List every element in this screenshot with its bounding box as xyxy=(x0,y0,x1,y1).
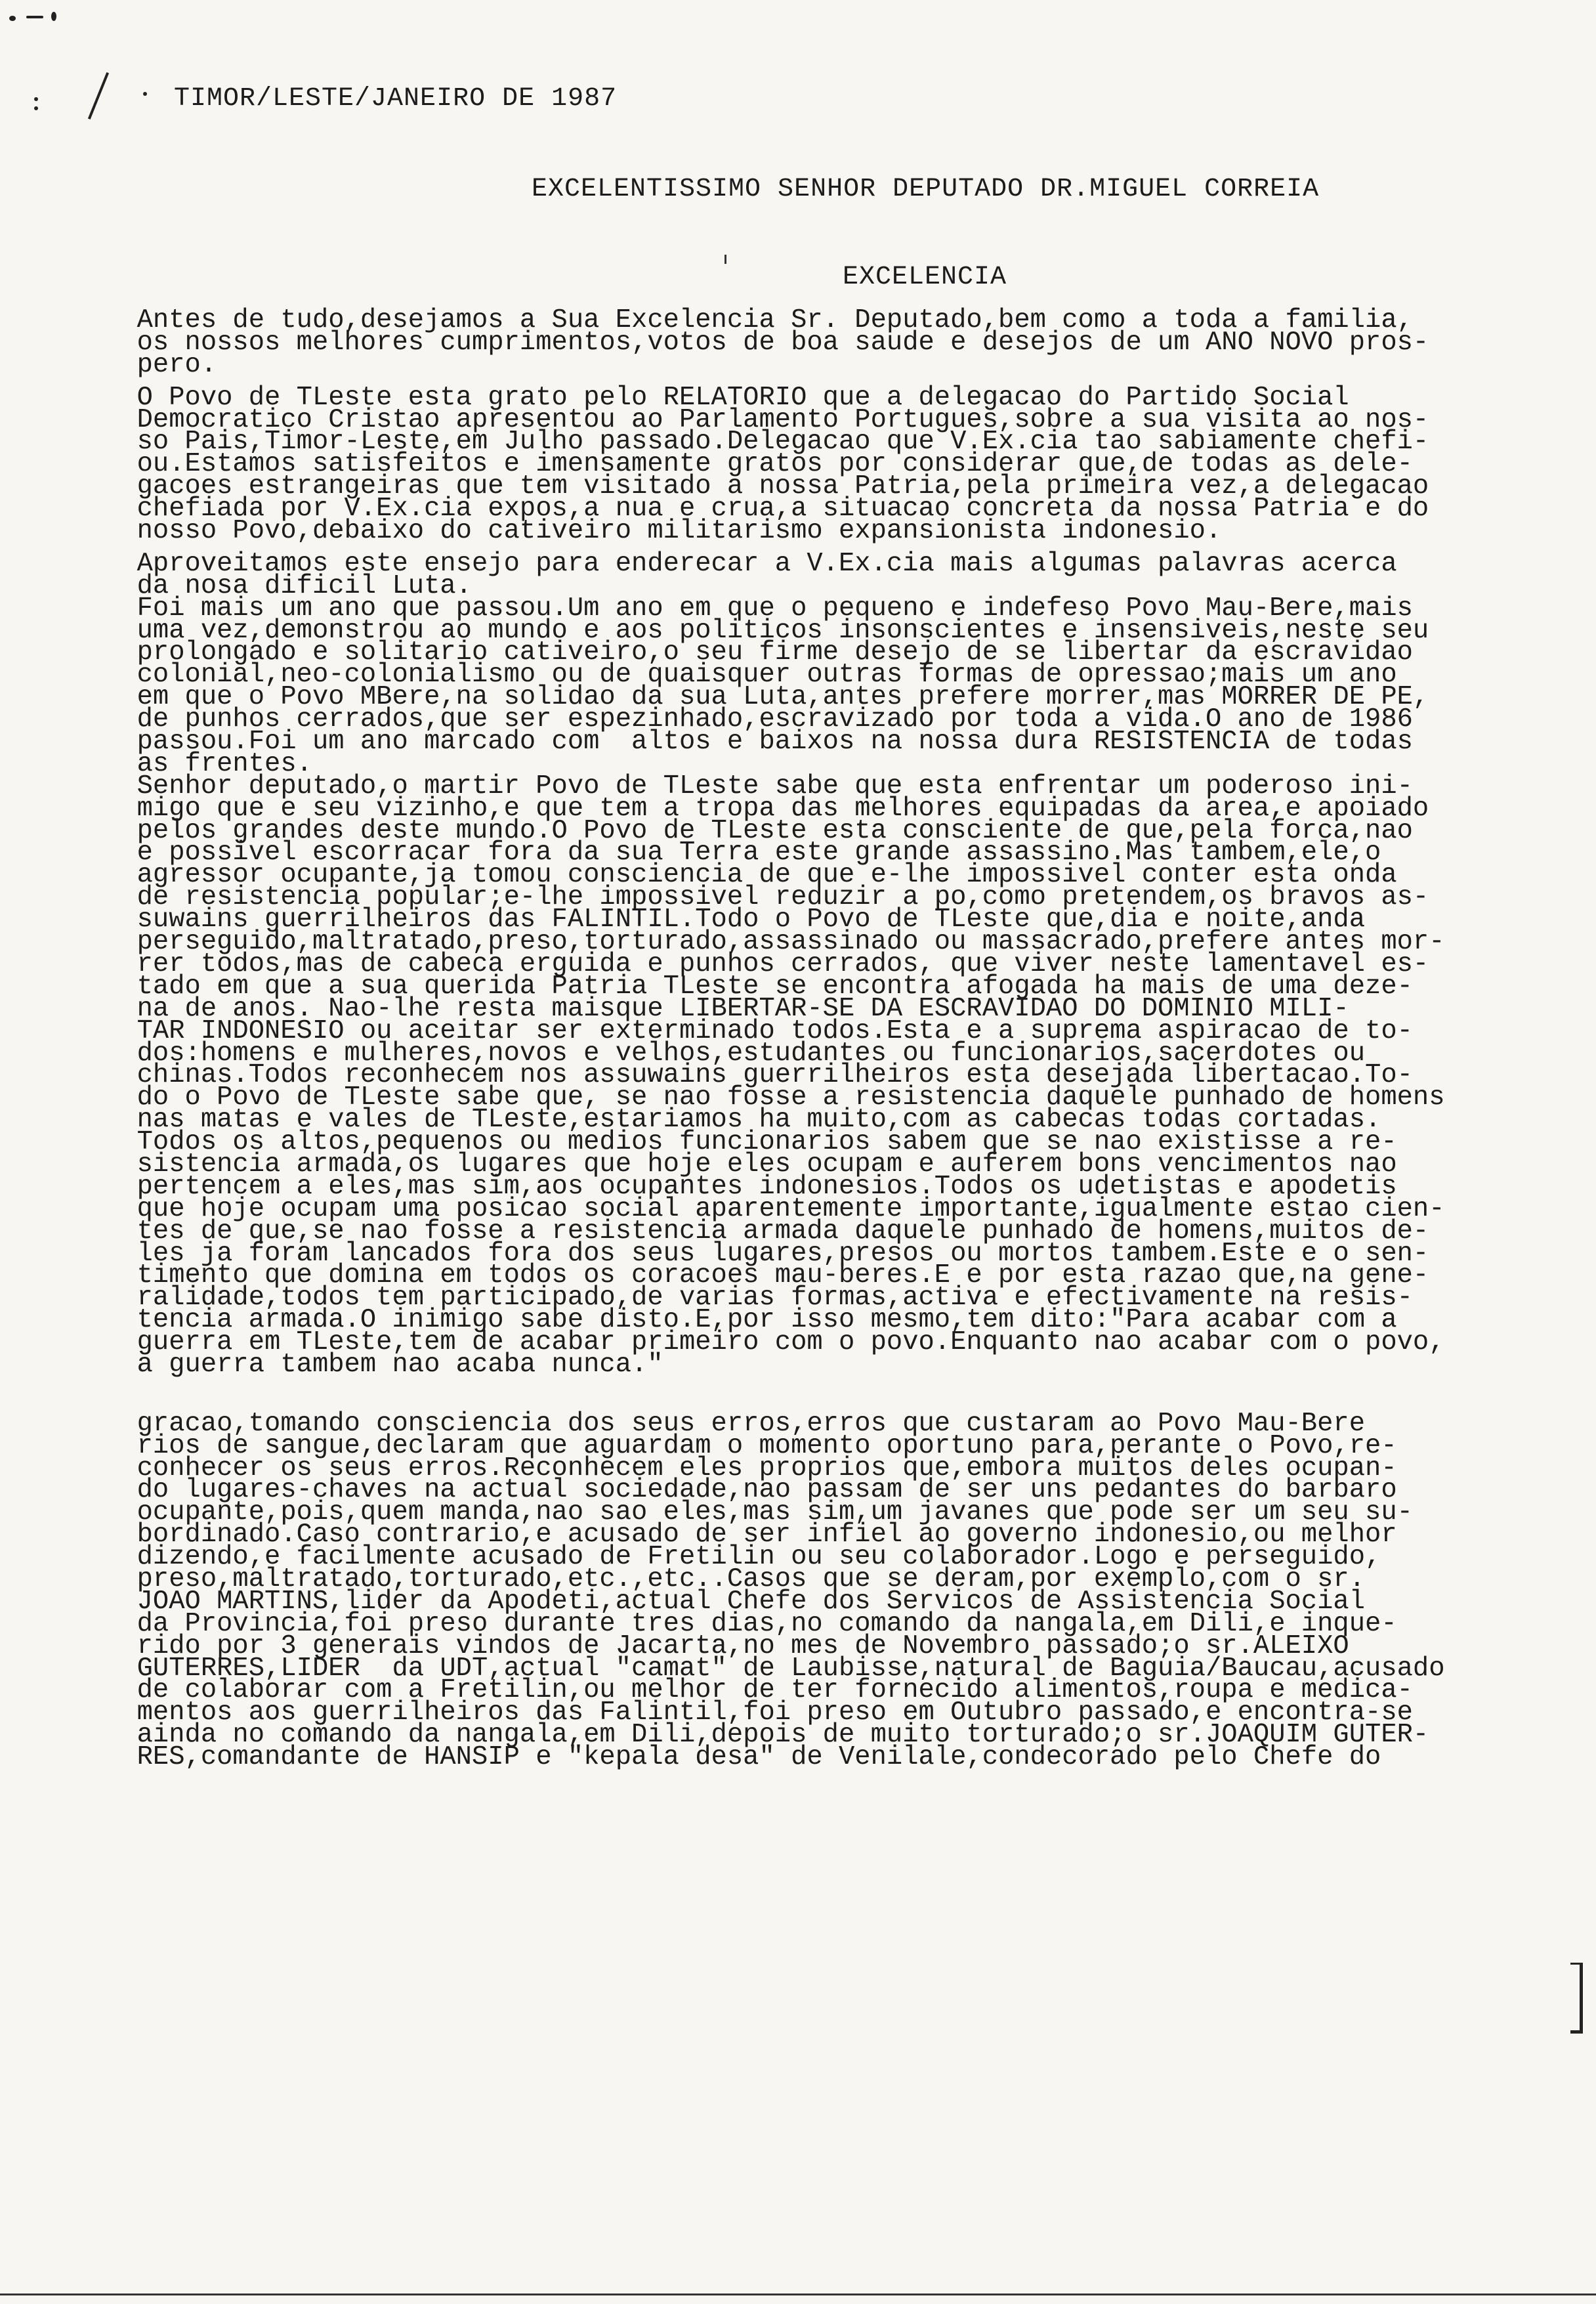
salutation: EXCELENTISSIMO SENHOR DEPUTADO DR.MIGUEL CORREIA xyxy=(532,175,1320,204)
text-line: de colaborar com a Fretilin,ou melhor de ter fornecido alimentos,roupa e medica- xyxy=(105,1675,1413,1706)
text-line: de resistencia popular;e-lhe impossivel reduzir a po,como pretendem,os bravos as- xyxy=(105,882,1429,913)
text-line: GUTERRES,LIDER da UDT,actual "camat" de Laubisse,natural de Baguia/Baucau,acusado xyxy=(105,1653,1445,1684)
text-line: gacoes estrangeiras que tem visitado a nossa Patria,pela primeira vez,a delegacao xyxy=(105,471,1429,502)
text-line: Aproveitamos este ensejo para enderecar a V.Ex.cia mais algumas palavras acerca xyxy=(105,548,1397,579)
text-line: pelos grandes deste mundo.O Povo de TLeste esta consciente de que,pela forca,nao xyxy=(105,815,1413,846)
text-line: prolongado e solitario cativeiro,o seu firme desejo de se libertar da escravidao xyxy=(105,637,1413,668)
text-line: de punhos cerrados,que ser espezinhado,escravizado por toda a vida.O ano de 1986 xyxy=(105,704,1413,735)
text-line: mentos aos guerrilheiros das Falintil,foi preso em Outubro passado,e encontra-se xyxy=(105,1697,1413,1728)
text-line: ainda no comando da nangala,em Dili,depois de muito torturado;o sr.JOAQUIM GUTER- xyxy=(105,1720,1429,1751)
text-line: tado em que a sua querida Patria TLeste se encontra afogada ha mais de uma deze- xyxy=(105,971,1413,1002)
text-line: preso,maltratado,torturado,etc.,etc..Casos que se deram,por exemplo,com o sr. xyxy=(105,1564,1366,1594)
text-line: timento que domina em todos os coracoes mau-beres.E e por esta razao que,na gene- xyxy=(105,1260,1429,1291)
text-line: TAR INDONESIO ou aceitar ser exterminado todos.Esta e a suprema aspiracao de to- xyxy=(105,1015,1413,1046)
text-line: e possivel escorracar fora da sua Terra este grande assassino.Mas tambem,ele,o xyxy=(105,838,1381,868)
corner-mark xyxy=(26,16,43,18)
text-line: tes de que,se nao fosse a resistencia armada daquele punhado de homens,muitos de- xyxy=(105,1216,1429,1247)
pen-tick xyxy=(724,255,726,264)
text-line: agressor ocupante,ja tomou consciencia de que e-lhe impossivel conter esta onda xyxy=(105,860,1397,891)
text-line: guerra em TLeste,tem de acabar primeiro com o povo.Enquanto nao acabar com o povo, xyxy=(105,1327,1445,1358)
text-line: conhecer os seus erros.Reconhecem eles proprios que,embora muitos deles ocupan- xyxy=(105,1453,1397,1483)
text-line: gracao,tomando consciencia dos seus erros,erros que custaram ao Povo Mau-Bere xyxy=(105,1408,1366,1439)
text-line: rios de sangue,declaram que aguardam o momento oportuno para,perante o Povo,re- xyxy=(105,1430,1397,1461)
margin-dot xyxy=(34,106,38,110)
text-line: a guerra tambem nao acaba nunca." xyxy=(105,1349,663,1380)
text-line: da Provincia,foi preso durante tres dias,no comando da nangala,em Dili,e inque- xyxy=(105,1608,1397,1639)
text-line: O Povo de TLeste esta grato pelo RELATORIO que a delegacao do Partido Social xyxy=(105,382,1349,413)
text-line: do o Povo de TLeste sabe que, se nao fosse a resistencia daquele punhado de homens xyxy=(105,1082,1445,1113)
text-line xyxy=(105,1769,1536,1791)
text-line: rido por 3 generais vindos de Jacarta,no mes de Novembro passado;o sr.ALEIXO xyxy=(105,1631,1349,1661)
text-line: Antes de tudo,desejamos a Sua Excelencia Sr. Deputado,bem como a toda a familia, xyxy=(105,305,1413,335)
text-line: Democratico Cristao apresentou ao Parlamento Portugues,sobre a sua visita ao nos- xyxy=(105,404,1429,435)
text-line: na de anos. Nao-lhe resta maisque LIBERTAR-SE DA ESCRAVIDAO DO DOMINIO MILI- xyxy=(105,993,1349,1024)
text-line: so Pais,Timor-Leste,em Julho passado.Delegacao que V.Ex.cia tao sabiamente chefi- xyxy=(105,427,1429,458)
text-line: uma vez,demonstrou ao mundo e aos politicos insonscientes e insensiveis,neste seu xyxy=(105,615,1429,646)
text-line: RES,comandante de HANSIP e "kepala desa" de Venilale,condecorado pelo Chefe do xyxy=(105,1742,1381,1773)
text-line: ralidade,todos tem participado,de varias formas,activa e efectivamente na resis- xyxy=(105,1283,1413,1313)
text-line: que hoje ocupam uma posicao social aparentemente importante,igualmente estao cien- xyxy=(105,1193,1445,1224)
text-line: bordinado.Caso contrario,e acusado de ser infiel ao governo indonesio,ou melhor xyxy=(105,1520,1397,1550)
text-line: tencia armada.O inimigo sabe disto.E,por isso mesmo,tem dito:"Para acabar com a xyxy=(105,1305,1397,1336)
text-line: JOAO MARTINS,lider da Apodeti,actual Chefe dos Servicos de Assistencia Social xyxy=(105,1586,1366,1617)
text-line: nosso Povo,debaixo do cativeiro militarismo expansionista indonesio. xyxy=(105,516,1222,547)
text-line: nas matas e vales de TLeste,estariamos ha muito,com as cabecas todas cortadas. xyxy=(105,1105,1381,1136)
text-line: pero. xyxy=(105,349,217,380)
text-line: ocupante,pois,quem manda,nao sao eles,mas sim,um javanes que pode ser um seu su- xyxy=(105,1497,1413,1528)
text-line: os nossos melhores cumprimentos,votos de boa saude e desejos de um ANO NOVO pros- xyxy=(105,327,1429,358)
corner-mark xyxy=(51,12,56,21)
text-line: perseguido,maltratado,preso,torturado,assassinado ou massacrado,prefere antes mor- xyxy=(105,927,1445,958)
greeting: EXCELENCIA xyxy=(843,263,1007,292)
text-line: rer todos,mas de cabeca erguida e punhos cerrados, que viver neste lamentavel es- xyxy=(105,949,1429,979)
text-line: suwains guerrilheiros das FALINTIL.Todo o Povo de TLeste que,dia e noite,anda xyxy=(105,905,1366,935)
text-line: Todos os altos,pequenos ou medios funcionarios sabem que se nao existisse a re- xyxy=(105,1127,1397,1158)
pen-mark xyxy=(88,72,109,119)
text-line: passou.Foi um ano marcado com altos e baixos na nossa dura RESISTENCIA de todas xyxy=(105,727,1413,757)
text-line: migo que e seu vizinho,e que tem a tropa das melhores equipadas da area,e apoiado xyxy=(105,793,1429,824)
margin-dot xyxy=(143,92,147,96)
margin-bracket xyxy=(1570,1963,1583,2034)
text-line: da nosa dificil Luta. xyxy=(105,570,472,601)
corner-mark xyxy=(9,16,16,21)
text-line: em que o Povo MBere,na solidao da sua Luta,antes prefere morrer,mas MORRER DE PE, xyxy=(105,682,1429,713)
text-line: Senhor deputado,o martir Povo de TLeste sabe que esta enfrentar um poderoso ini- xyxy=(105,771,1413,801)
letter-body xyxy=(105,305,1536,1791)
text-line: chinas.Todos reconhecem nos assuwains guerrilheiros esta desejada libertacao.To- xyxy=(105,1060,1413,1091)
date-line: TIMOR/LESTE/JANEIRO DE 1987 xyxy=(174,84,618,114)
text-line: sistencia armada,os lugares que hoje eles ocupam e auferem bons vencimentos nao xyxy=(105,1149,1397,1180)
margin-dot xyxy=(34,97,38,101)
text-line: dizendo,e facilmente acusado de Fretilin ou seu colaborador.Logo e perseguido, xyxy=(105,1542,1381,1573)
text-line: les ja foram lancados fora dos seus lugares,presos ou mortos tambem.Este e o sen- xyxy=(105,1238,1429,1269)
text-line: dos:homens e mulheres,novos e velhos,estudantes ou funcionarios,sacerdotes ou xyxy=(105,1038,1366,1069)
text-line: Foi mais um ano que passou.Um ano em que o pequeno e indefeso Povo Mau-Bere,mais xyxy=(105,593,1413,624)
text-line: as frentes. xyxy=(105,748,312,779)
text-line: colonial,neo-colonialismo ou de quaisquer outras formas de opressao;mais um ano xyxy=(105,660,1397,691)
text-line: chefiada por V.Ex.cia expos,a nua e crua,a situacao concreta da nossa Patria e do xyxy=(105,494,1429,524)
text-line: ou.Estamos satisfeitos e imensamente gratos por considerar que,de todas as dele- xyxy=(105,449,1413,480)
text-line: pertencem a eles,mas sim,aos ocupantes indonesios.Todos os udetistas e apodetis xyxy=(105,1171,1397,1202)
text-line: do lugares-chaves na actual sociedade,nao passam de ser uns pedantes do barbaro xyxy=(105,1475,1397,1506)
page-edge-rule xyxy=(0,2293,1596,2295)
